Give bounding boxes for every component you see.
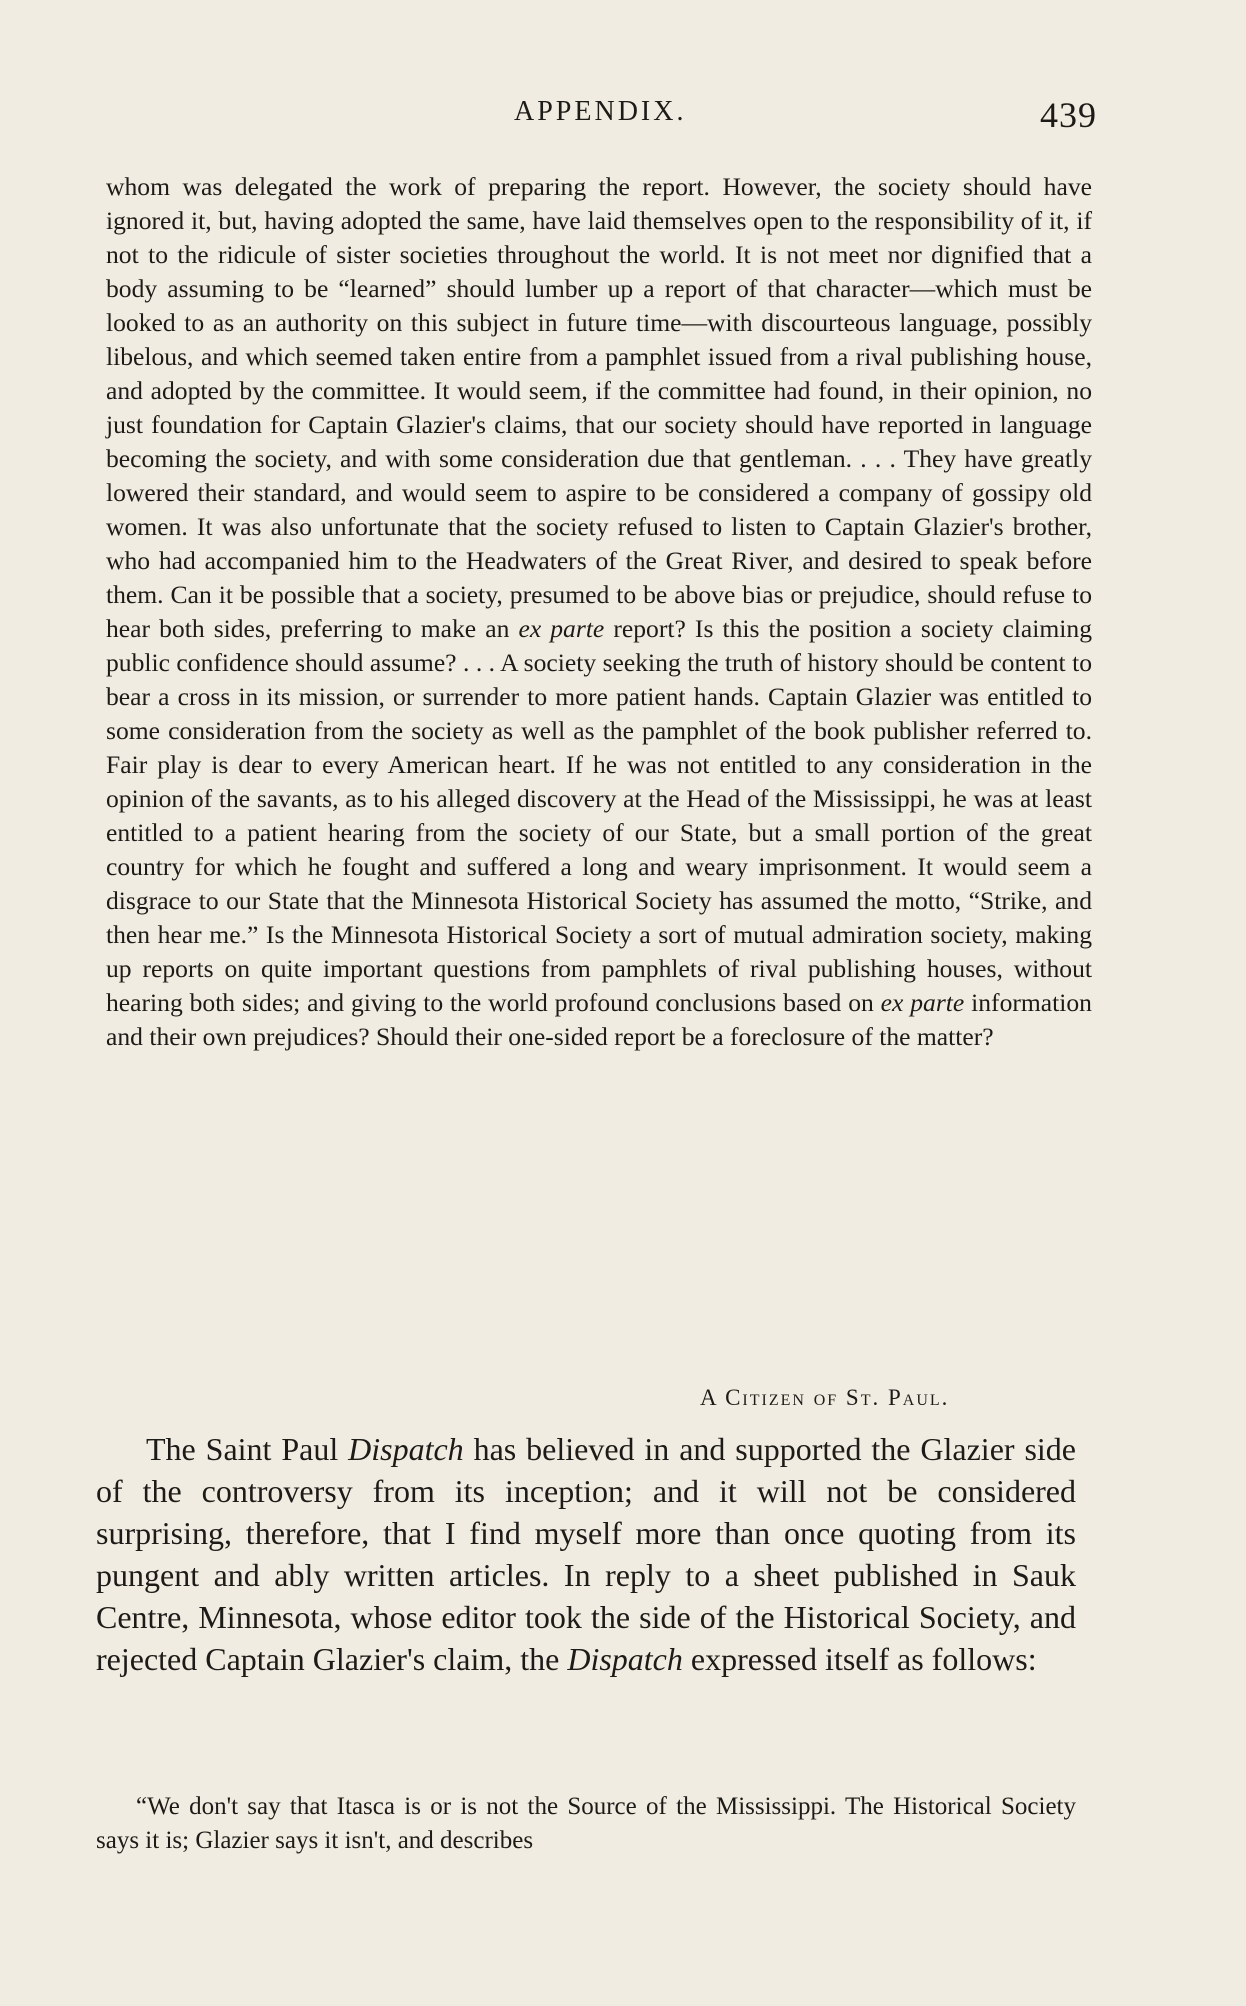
body-paragraph: [96, 1428, 1076, 1680]
newspaper-title: Dispatch: [567, 1641, 683, 1677]
letter-text: whom was delegated the work of preparing the report. However, the society should have ignored it, but, having adopted the same, have laid themselves open to the responsibility of it, if not to the ridicule of sister societies throughout the world. It is not meet nor dignified that a body assuming to be “learned” should lumber up a report of that character—which must be looked to as an authority on this subject in future time—with discourteous language, possibly libelous, and which seemed taken entire from a pamphlet issued from a rival publishing house, and adopted by the committee. It would seem, if the committee had found, in their opinion, no just foundation for Captain Glazier's claims, that our society should have reported in language becoming the society, and with some consideration due that gentleman. . . . They have greatly lowered their standard, and would seem to aspire to be considered a company of gossipy old women. It was also unfortunate that the society refused to listen to Captain Glazier's brother, who had accompanied him to the Headwaters of the Great River, and desired to speak before them. Can it be possible that a society, presumed to be above bias or prejudice, should refuse to hear both sides, preferring to make an: [106, 172, 1092, 643]
italic-term: ex parte: [880, 988, 965, 1017]
italic-term: ex parte: [518, 614, 605, 643]
letter-paragraph: [106, 170, 1092, 1054]
page-number: 439: [1040, 95, 1097, 135]
body-text: has believed in and supported the Glazier side of the controversy from its inception; and it will not be considered surprising, therefore, that I find myself more than once quoting from its pungent and ably written articles. In reply to a sheet published in Sauk Centre, Minnesota, whose editor took the side of the Historical Society, and rejected Captain Glazier's claim, the: [96, 1431, 1077, 1677]
letter-text: information and their own prejudices? Should their one-sided report be a foreclosure of the matter?: [106, 988, 1092, 1051]
newspaper-title: Dispatch: [348, 1431, 464, 1467]
body-text: The Saint Paul: [146, 1431, 349, 1467]
running-title: APPENDIX.: [514, 96, 687, 127]
letter-text: report? Is this the position a society claiming public confidence should assume? . . . A society seeking the truth of history should be content to bear a cross in its mission, or surrender to more patient hands. Captain Glazier was entitled to some consideration from the society as well as the pamphlet of the book publisher referred to. Fair play is dear to every American heart. If he was not entitled to any consideration in the opinion of the savants, as to his alleged discovery at the Head of the Mississippi, he was at least entitled to a patient hearing from the society of our State, but a small portion of the great country for which he fought and suffered a long and weary imprisonment. It would seem a disgrace to our State that the Minnesota Historical Society has assumed the motto, “Strike, and then hear me.” Is the Minnesota Historical Society a sort of mutual admiration society, making up reports on quite important questions from pamphlets of rival publishing houses, without hearing both sides; and giving to the world profound conclusions based on: [106, 614, 1092, 1017]
running-head: [0, 96, 1246, 136]
body-paragraph-text: [96, 1428, 1076, 1680]
quoted-letter: [106, 170, 1092, 1054]
dispatch-quote: [96, 1790, 1076, 1858]
letter-signature: A Citizen of St. Paul.: [700, 1385, 950, 1410]
body-text: expressed itself as follows:: [682, 1641, 1037, 1677]
dispatch-quote-text: “We don't say that Itasca is or is not the Source of the Mississippi. The Historical Society says it is; Glazier says it isn't, and describes: [96, 1793, 1076, 1854]
